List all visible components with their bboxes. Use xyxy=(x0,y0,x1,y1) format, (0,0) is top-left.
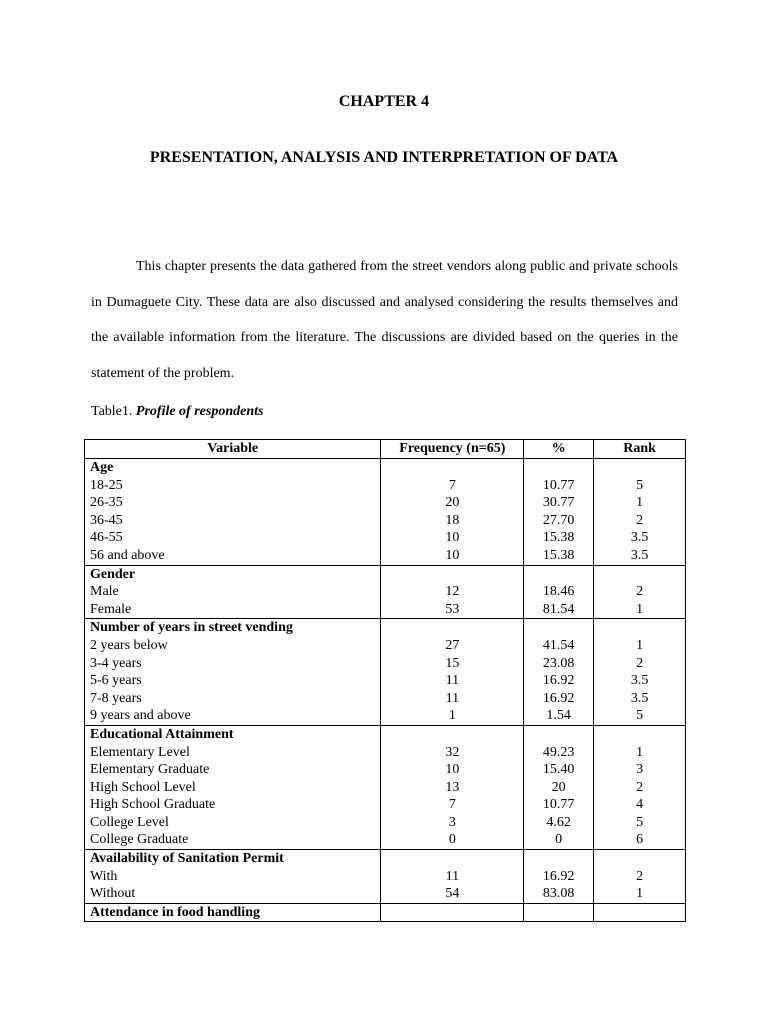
table-group-row xyxy=(85,619,686,726)
row-label: Male xyxy=(90,584,119,600)
row-label: 46-55 xyxy=(90,530,123,546)
group-heading: Availability of Sanitation Permit xyxy=(90,851,284,867)
group-heading: Gender xyxy=(90,566,136,582)
spacer xyxy=(524,904,593,922)
rank-cell xyxy=(594,565,686,619)
row-percent: 49.23 xyxy=(542,744,575,760)
group-heading: Number of years in street vending xyxy=(90,620,293,636)
row-frequency: 11 xyxy=(445,868,460,884)
row-percent: 10.77 xyxy=(542,477,575,493)
percent-cell xyxy=(524,850,594,904)
percent-cell xyxy=(524,903,594,922)
row-label: College Level xyxy=(90,814,169,830)
table-body xyxy=(85,459,686,922)
row-rank: 2 xyxy=(636,779,644,795)
row-frequency: 3 xyxy=(448,814,456,830)
frequency-cell xyxy=(381,850,524,904)
table-caption xyxy=(91,404,263,420)
row-percent: 23.08 xyxy=(542,655,575,671)
row-frequency: 10 xyxy=(445,762,460,778)
spacer xyxy=(594,619,685,637)
percent-cell xyxy=(524,619,594,726)
variable-cell xyxy=(85,850,381,904)
row-label: 2 years below xyxy=(90,637,168,653)
row-percent: 83.08 xyxy=(542,886,575,902)
row-percent: 15.38 xyxy=(542,547,575,563)
row-percent: 27.70 xyxy=(542,512,575,528)
header-variable: Variable xyxy=(85,440,381,459)
spacer xyxy=(524,850,593,868)
row-label: With xyxy=(90,868,118,884)
table-caption-title: Profile of respondents xyxy=(135,404,264,419)
frequency-cell xyxy=(381,619,524,726)
row-label: 3-4 years xyxy=(90,655,142,671)
header-frequency: Frequency (n=65) xyxy=(381,440,524,459)
row-rank: 5 xyxy=(636,814,644,830)
row-percent: 4.62 xyxy=(546,814,571,830)
row-frequency: 20 xyxy=(445,495,460,511)
row-rank: 2 xyxy=(636,512,644,528)
row-label: 9 years and above xyxy=(90,708,191,724)
variable-cell xyxy=(85,565,381,619)
spacer xyxy=(381,726,523,744)
row-percent: 15.38 xyxy=(542,530,575,546)
row-frequency: 11 xyxy=(445,690,460,706)
row-percent: 81.54 xyxy=(542,601,575,617)
spacer xyxy=(524,619,593,637)
group-heading: Educational Attainment xyxy=(90,726,234,742)
row-frequency: 10 xyxy=(445,530,460,546)
table-group-row xyxy=(85,459,686,566)
row-rank: 3 xyxy=(636,762,644,778)
table-header-row xyxy=(85,440,686,459)
row-percent: 20 xyxy=(551,779,566,795)
row-percent: 18.46 xyxy=(542,584,575,600)
spacer xyxy=(524,459,593,477)
row-label: 56 and above xyxy=(90,547,165,563)
rank-cell xyxy=(594,903,686,922)
variable-cell xyxy=(85,619,381,726)
row-rank: 3.5 xyxy=(630,530,649,546)
row-frequency: 10 xyxy=(445,547,460,563)
row-rank: 6 xyxy=(636,832,644,848)
row-rank: 3.5 xyxy=(630,673,649,689)
spacer xyxy=(594,726,685,744)
row-percent: 30.77 xyxy=(542,495,575,511)
row-frequency: 13 xyxy=(445,779,460,795)
group-heading: Age xyxy=(90,460,114,475)
table-group-row xyxy=(85,565,686,619)
row-label: 18-25 xyxy=(90,477,123,493)
row-label: 26-35 xyxy=(90,495,123,511)
group-heading: Attendance in food handling xyxy=(90,904,260,920)
row-rank: 2 xyxy=(636,584,644,600)
table-group-row xyxy=(85,903,686,922)
spacer xyxy=(594,459,685,477)
row-percent: 41.54 xyxy=(542,637,575,653)
row-rank: 3.5 xyxy=(630,547,649,563)
profile-table xyxy=(84,439,686,922)
row-label: Elementary Graduate xyxy=(90,762,210,778)
spacer xyxy=(381,904,523,922)
row-label: 7-8 years xyxy=(90,690,142,706)
row-label: Without xyxy=(90,886,136,902)
row-percent: 0 xyxy=(555,832,563,848)
row-label: 36-45 xyxy=(90,512,123,528)
row-rank: 2 xyxy=(636,868,644,884)
row-rank: 1 xyxy=(636,886,644,902)
percent-cell xyxy=(524,459,594,566)
rank-cell xyxy=(594,850,686,904)
row-label: Elementary Level xyxy=(90,744,190,760)
row-frequency: 32 xyxy=(445,744,460,760)
row-rank: 1 xyxy=(636,744,644,760)
frequency-cell xyxy=(381,459,524,566)
row-label: Female xyxy=(90,601,132,617)
row-frequency: 27 xyxy=(445,637,460,653)
frequency-cell xyxy=(381,725,524,849)
row-label: High School Graduate xyxy=(90,797,216,813)
table-group-row xyxy=(85,725,686,849)
spacer xyxy=(594,904,685,922)
spacer xyxy=(381,850,523,868)
row-rank: 1 xyxy=(636,495,644,511)
table-group-row xyxy=(85,850,686,904)
row-rank: 1 xyxy=(636,601,644,617)
spacer xyxy=(381,459,523,477)
spacer xyxy=(594,850,685,868)
row-rank: 5 xyxy=(636,708,644,724)
intro-paragraph: This chapter presents the data gathered from the street vendors along public and private schools in Dumaguete City. These data are also discussed and analysed considering the results themselves and the available information from the literature. The discussions are divided based on the queries in the statement of the problem. xyxy=(91,259,678,381)
chapter-heading: CHAPTER 4 xyxy=(338,93,430,110)
percent-cell xyxy=(524,725,594,849)
row-percent: 16.92 xyxy=(542,690,575,706)
header-percent: % xyxy=(524,440,594,459)
row-frequency: 54 xyxy=(445,886,460,902)
row-frequency: 18 xyxy=(445,512,460,528)
spacer xyxy=(524,566,593,584)
spacer xyxy=(594,566,685,584)
row-percent: 16.92 xyxy=(542,673,575,689)
row-frequency: 12 xyxy=(445,584,460,600)
row-percent: 15.40 xyxy=(542,762,575,778)
row-rank: 3.5 xyxy=(630,690,649,706)
row-rank: 5 xyxy=(636,477,644,493)
header-rank: Rank xyxy=(594,440,686,459)
rank-cell xyxy=(594,459,686,566)
row-frequency: 7 xyxy=(448,477,456,493)
rank-cell xyxy=(594,619,686,726)
row-percent: 16.92 xyxy=(542,868,575,884)
row-percent: 1.54 xyxy=(546,708,571,724)
frequency-cell xyxy=(381,903,524,922)
row-frequency: 53 xyxy=(445,601,460,617)
row-label: College Graduate xyxy=(90,832,189,848)
spacer xyxy=(524,726,593,744)
rank-cell xyxy=(594,725,686,849)
chapter-title: PRESENTATION, ANALYSIS AND INTERPRETATION OF DATA xyxy=(149,149,619,166)
row-label: 5-6 years xyxy=(90,673,142,689)
frequency-cell xyxy=(381,565,524,619)
table-caption-label: Table1. xyxy=(91,404,136,419)
spacer xyxy=(381,619,523,637)
row-frequency: 15 xyxy=(445,655,460,671)
percent-cell xyxy=(524,565,594,619)
row-frequency: 1 xyxy=(448,708,456,724)
row-label: High School Level xyxy=(90,779,196,795)
row-percent: 10.77 xyxy=(542,797,575,813)
row-frequency: 11 xyxy=(445,673,460,689)
row-frequency: 7 xyxy=(448,797,456,813)
variable-cell xyxy=(85,459,381,566)
spacer xyxy=(381,566,523,584)
row-rank: 1 xyxy=(636,637,644,653)
row-rank: 4 xyxy=(636,797,644,813)
variable-cell xyxy=(85,903,381,922)
variable-cell xyxy=(85,725,381,849)
row-rank: 2 xyxy=(636,655,644,671)
row-frequency: 0 xyxy=(448,832,456,848)
